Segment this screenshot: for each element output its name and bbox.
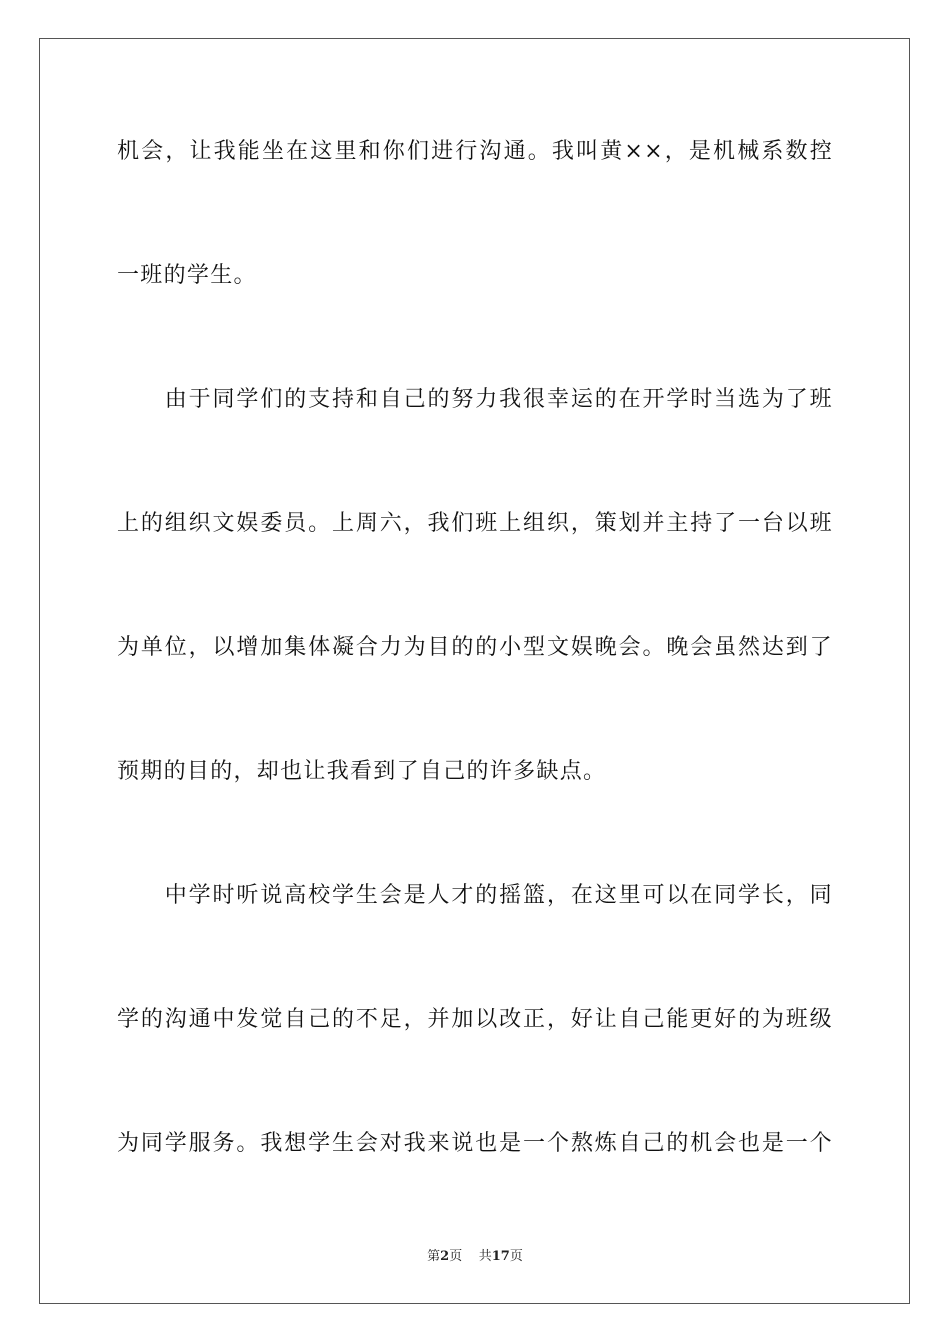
total-pages-indicator: 共17页 — [478, 1249, 523, 1264]
text-line: 机会，让我能坐在这里和你们进行沟通。我叫黄××，是机械系数控 — [117, 139, 833, 164]
text-line: 上的组织文娱委员。上周六，我们班上组织，策划并主持了一台以班 — [117, 511, 833, 536]
page-indicator: 第2页 — [427, 1249, 463, 1264]
text-line: 为单位，以增加集体凝合力为目的的小型文娱晚会。晚会虽然达到了 — [117, 635, 833, 660]
text-line: 为同学服务。我想学生会对我来说也是一个熬炼自己的机会也是一个 — [117, 1131, 833, 1156]
total-pages: 17 — [491, 1249, 510, 1264]
text-line: 一班的学生。 — [117, 263, 257, 288]
page-border — [39, 38, 910, 1304]
text-line: 由于同学们的支持和自己的努力我很幸运的在开学时当选为了班 — [117, 387, 833, 412]
page-footer — [0, 1248, 950, 1266]
page-number: 2 — [440, 1249, 450, 1264]
text-line: 预期的目的，却也让我看到了自己的许多缺点。 — [117, 759, 607, 784]
text-line: 学的沟通中发觉自己的不足，并加以改正，好让自己能更好的为班级 — [117, 1007, 833, 1032]
text-line: 中学时听说高校学生会是人才的摇篮，在这里可以在同学长，同 — [117, 883, 833, 908]
